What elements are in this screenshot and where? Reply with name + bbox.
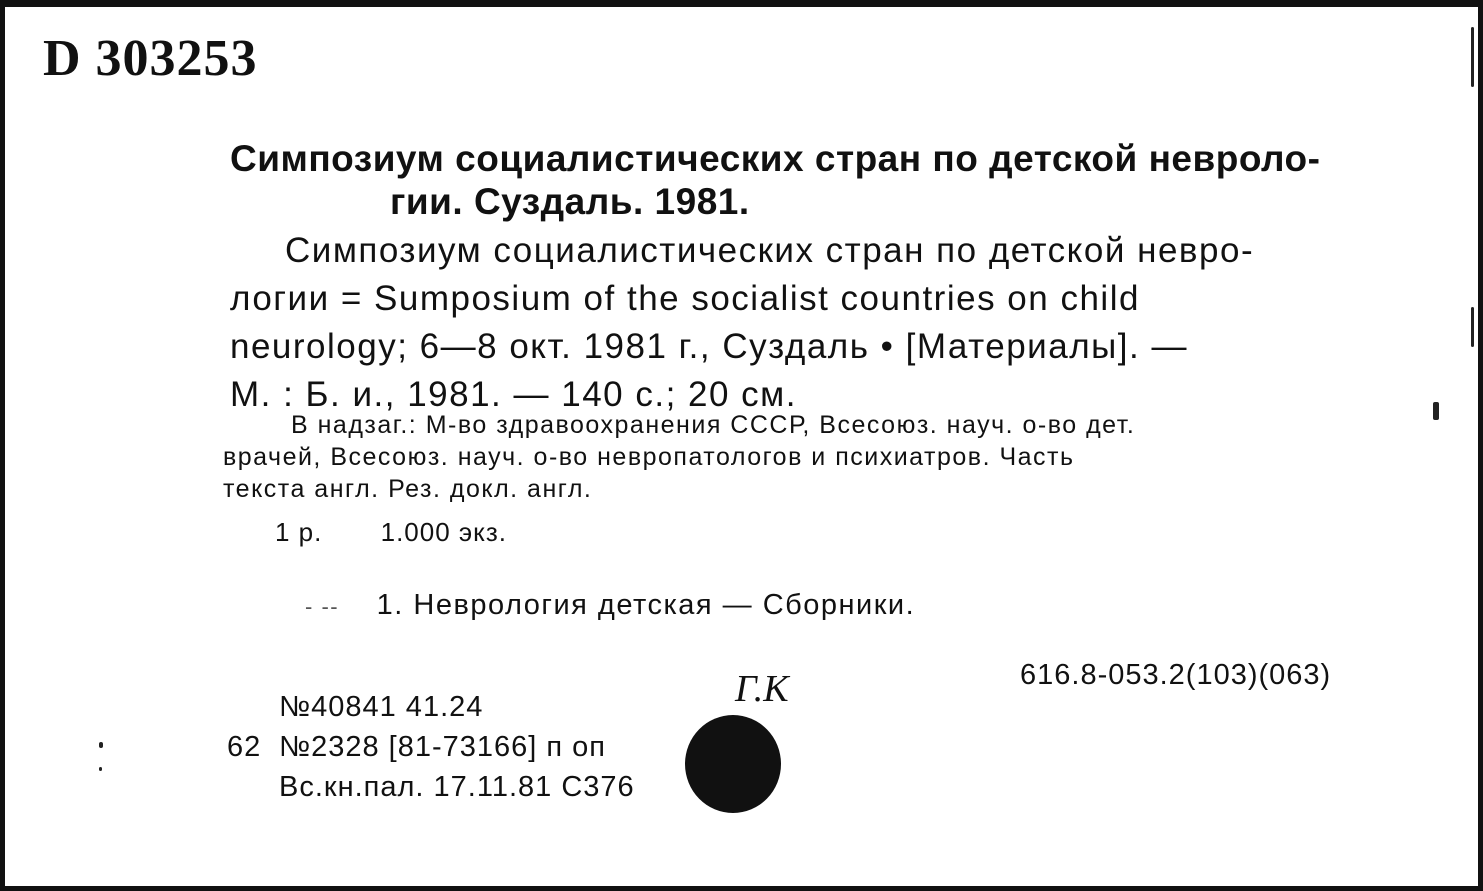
punch-hole	[685, 715, 781, 813]
notes	[223, 409, 1398, 505]
ink-speck	[1471, 307, 1474, 347]
handwritten-initials: Г.К	[735, 668, 789, 710]
footer-line-2-text: №2328 [81-73166] п оп	[279, 731, 607, 763]
heading-line-1: Симпозиум социалистических стран по детской невроло-	[230, 138, 1321, 179]
copies-count: 1.000 экз.	[380, 517, 507, 547]
subject-text: 1. Неврология детская — Сборники.	[376, 589, 916, 621]
footer-line-3: Вс.кн.пал. 17.11.81 С376	[279, 771, 635, 803]
footer-block	[227, 687, 635, 807]
main-entry-line-2: логии = Sumposium of the socialist countries on child	[230, 279, 1140, 318]
footer-line-1: №40841 41.24	[279, 691, 484, 723]
price: 1 р.	[275, 517, 323, 547]
main-entry-line-1: Симпозиум социалистических стран по детской невро-	[285, 231, 1255, 270]
heading	[230, 137, 1400, 223]
heading-line-2: гии. Суздаль. 1981.	[390, 181, 750, 222]
subject-dash: - --	[305, 594, 340, 619]
main-entry-line-3: neurology; 6—8 окт. 1981 г., Суздаль • [Материалы]. —	[230, 327, 1188, 366]
footer-prefix: 62	[227, 731, 262, 763]
notes-line-1: В надзаг.: М-во здравоохранения СССР, Всесоюз. науч. о-во дет.	[291, 411, 1136, 439]
ink-speck	[1471, 27, 1474, 87]
udc-code: 616.8-053.2(103)(063)	[1020, 659, 1332, 691]
ink-speck	[99, 742, 103, 748]
price-line	[275, 517, 507, 548]
footer-line-2	[227, 727, 635, 767]
call-number: D 303253	[43, 30, 258, 87]
ink-speck	[1433, 402, 1439, 420]
notes-line-3: текста англ. Рез. докл. англ.	[223, 475, 593, 503]
notes-line-2: врачей, Всесоюз. науч. о-во невропатологов и психиатров. Часть	[223, 443, 1075, 471]
main-entry	[230, 227, 1400, 419]
main-entry-line-4: М. : Б. и., 1981. — 140 с.; 20 см.	[230, 375, 797, 414]
ink-speck	[99, 767, 102, 771]
subject-heading	[305, 589, 915, 622]
